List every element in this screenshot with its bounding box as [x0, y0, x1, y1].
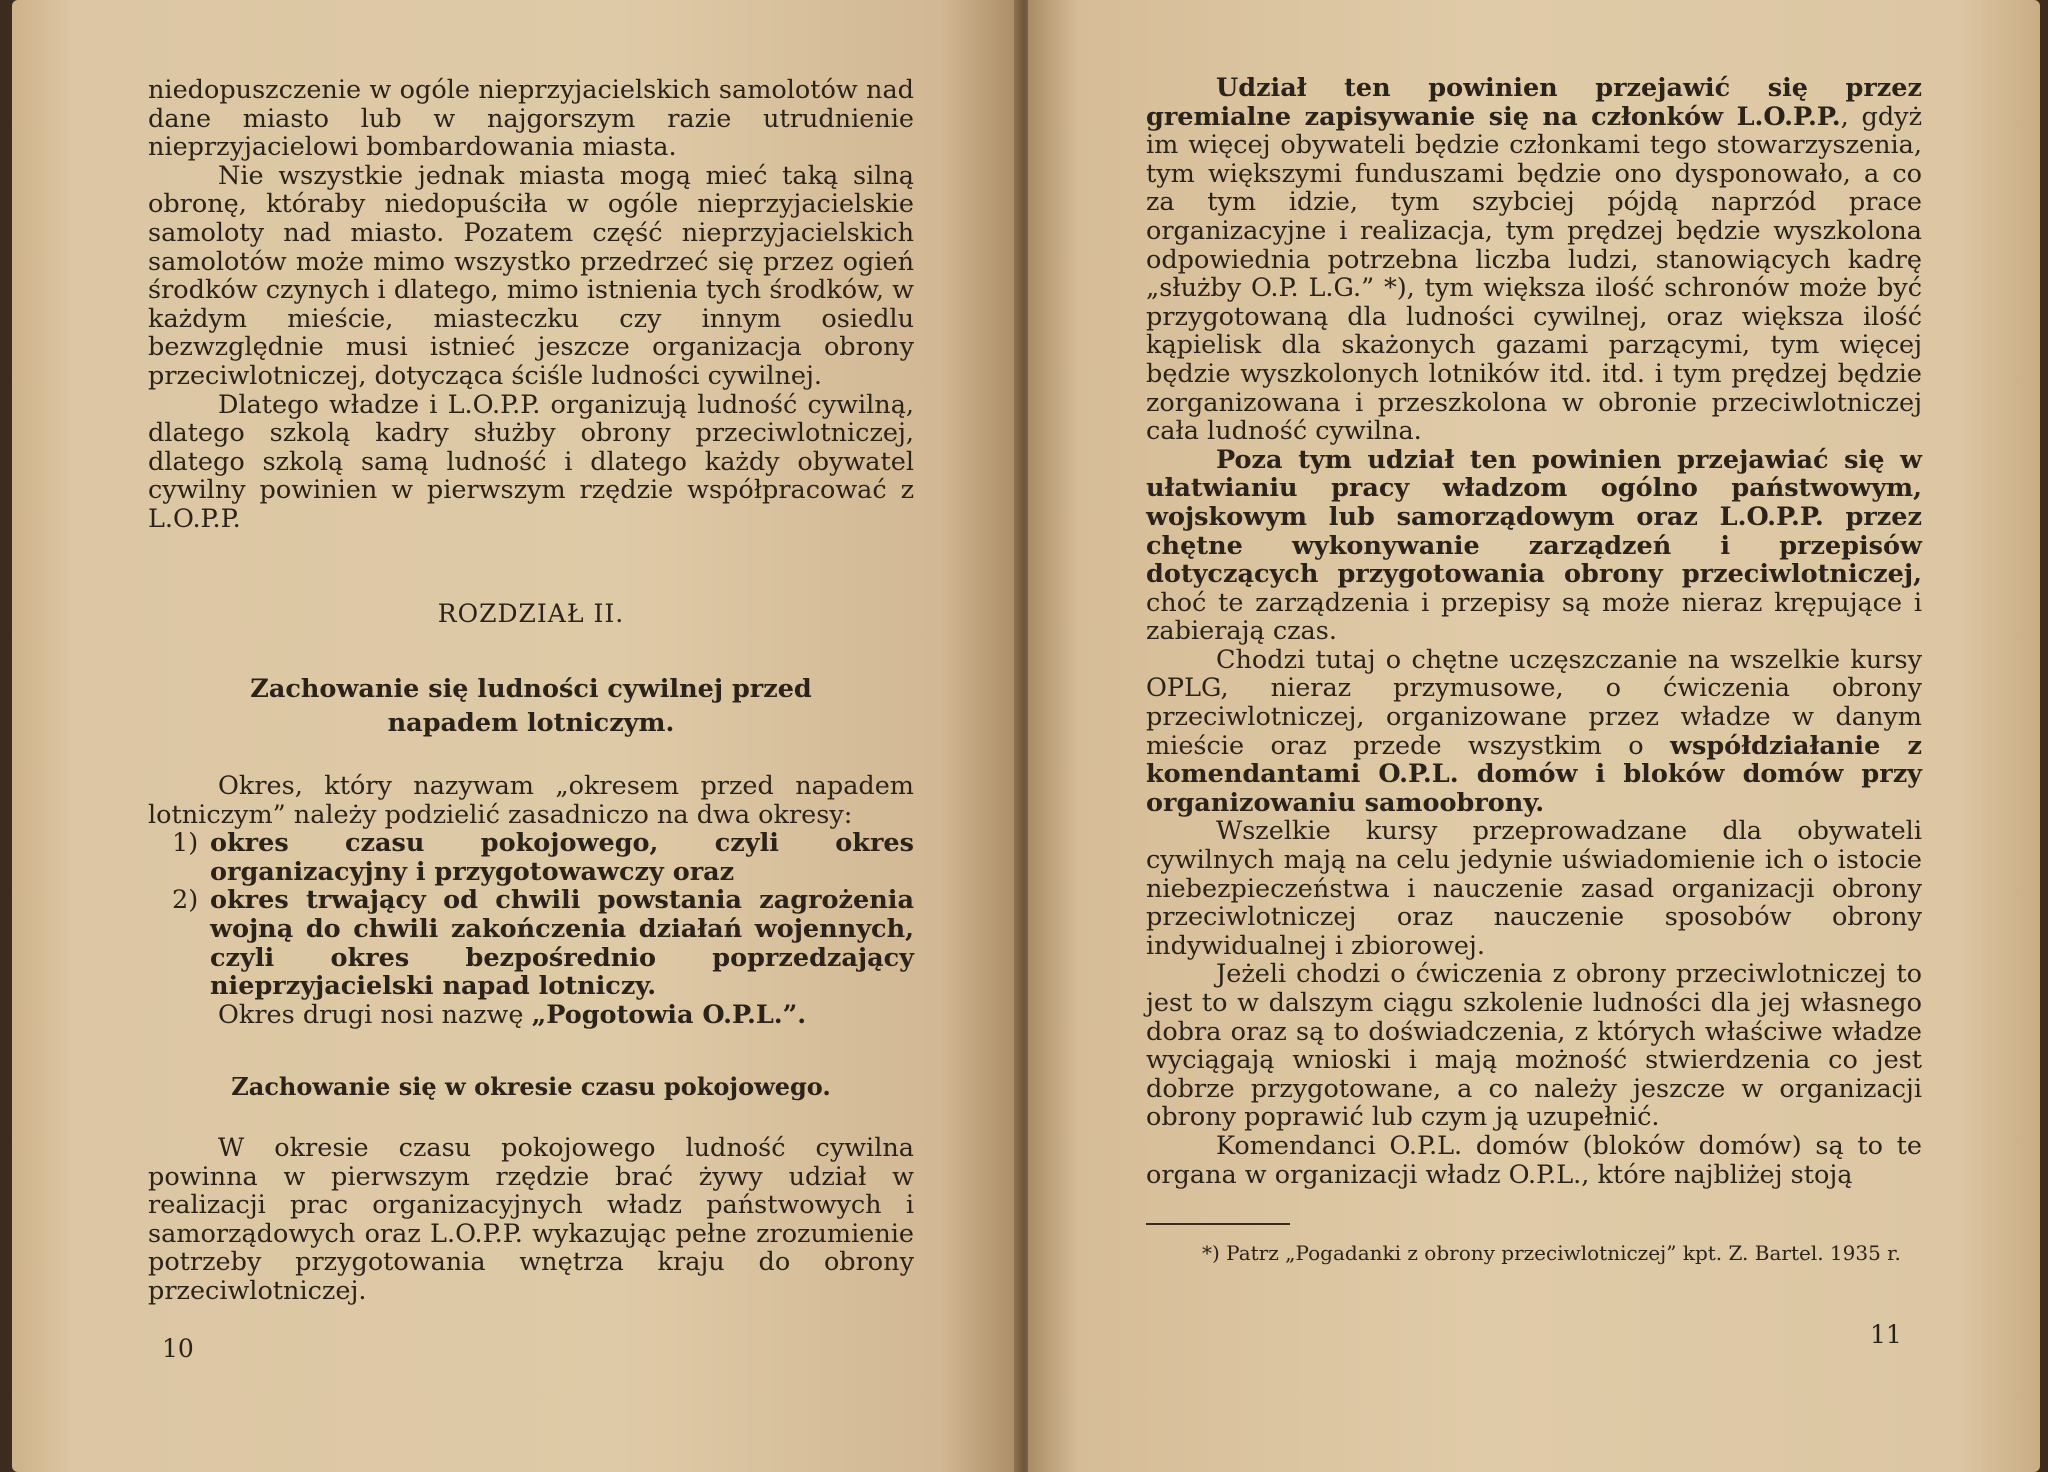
right-page-text: [1146, 74, 1922, 1267]
paragraph-text: Okres drugi nosi nazwę: [218, 999, 532, 1030]
paragraph: Jeżeli chodzi o ćwiczenia z obrony przeciwlotniczej to jest to w dalszym ciągu szkolenie ludności dla jej własnego dobra oraz są to doświadczenia, z których właściwe władze wyciągają wnioski i mają możność stwierdzenia co jest dobrze przygotowane, a co należy jeszcze w organizacji obrony poprawić lub czym ją uzupełnić.: [1146, 959, 1922, 1133]
paragraph-text: , gdyż im więcej obywateli będzie członkami tego stowarzyszenia, tym większymi funduszami będzie ono dysponowało, a co za tym idzie, tym szybciej pójdą naprzód prace organizacyjne i realizacja, tym prędzej będzie wyszkolona odpowiednia potrzebna liczba ludzi, stanowiących kadrę „służby O.P. L.G.” *), tym większa ilość schronów może być przygotowaną dla ludności cywilnej, oraz większa ilość kąpielisk dla skażonych gazami parzącymi, tym więcej będzie wyszkolonych lotników itd. itd. i tym prędzej będzie zorganizowana i przeszkolona w obronie przeciwlotniczej cała ludność cywilna.: [1146, 101, 1922, 447]
list-item-text: okres czasu pokojowego, czyli okres organizacyjny i przygotowawczy oraz: [210, 828, 914, 887]
footnote: *) Patrz „Pogadanki z obrony przeciwlotniczej” kpt. Z. Bartel. 1935 r.: [1202, 1241, 1901, 1266]
paragraph: Dlatego władze i L.O.P.P. organizują ludność cywilną, dlatego szkolą kadry służby obrony przeciwlotniczej, dlatego szkolą samą ludność i dlatego każdy obywatel cywilny powinien w pierwszym rzędzie współpracować z L.O.P.P.: [148, 389, 914, 534]
paragraph: Wszelkie kursy przeprowadzane dla obywateli cywilnych mają na celu jedynie uświadomienie ich o istocie niebezpieczeństwa i nauczenie zasad organizacji obrony przeciwlotniczej oraz nauczenie sposobów obrony indywidualnej i zbiorowej.: [1146, 816, 1922, 961]
right-page: [1028, 0, 2040, 1472]
paragraph: [1146, 446, 1922, 646]
paragraph: [148, 1001, 914, 1030]
paragraph-bold-text: „Pogotowia O.P.L.”.: [531, 999, 807, 1030]
subsection-heading: Zachowanie się w okresie czasu pokojowego.: [231, 1072, 831, 1102]
paragraph: Okres, który nazywam „okresem przed napadem lotniczym” należy podzielić zasadniczo na dwa okresy:: [148, 771, 914, 830]
paragraph: Nie wszystkie jednak miasta mogą mieć taką silną obronę, któraby niedopuściła w ogóle nieprzyjacielskie samoloty nad miasto. Pozatem część nieprzyjacielskich samolotów może mimo wszystko przedrzeć się przez ogień środków czynych i dlatego, mimo istnienia tych środków, w każdym mieście, miasteczku czy innym osiedlu bezwzględnie musi istnieć jeszcze organizacja obrony przeciwlotniczej, dotycząca ściśle ludności cywilnej.: [148, 160, 914, 391]
list-item-text: okres trwający od chwili powstania zagrożenia wojną do chwili zakończenia działań wojennych, czyli okres bezpośrednio poprzedzający nieprzyjacielski napad lotniczy.: [210, 885, 914, 1002]
left-page: [12, 0, 1020, 1472]
chapter-title: ROZDZIAŁ II.: [437, 598, 625, 628]
list-number: 2): [172, 885, 199, 916]
paragraph-text: Chodzi tutaj o chętne uczęszczanie na wszelkie kursy OPLG, nieraz przymusowe, o ćwiczenia obrony przeciwlotniczej, organizowane przez władze w danym mieście oraz przede wszystkim o: [1146, 644, 1922, 761]
left-page-text: [148, 76, 914, 1306]
paragraph: niedopuszczenie w ogóle nieprzyjacielskich samolotów nad dane miasto lub w najgorszym razie utrudnienie nieprzyjacielowi bombardowania miasta.: [148, 75, 914, 163]
section-heading: Zachowanie się ludności cywilnej przed napadem lotniczym.: [250, 674, 812, 739]
page-number: 11: [1870, 1320, 1902, 1349]
paragraph: [1146, 74, 1922, 446]
list-item: [172, 886, 914, 1000]
paragraph: Komendanci O.P.L. domów (bloków domów) są to te organa w organizacji władz O.P.L., które najbliżej stoją: [1146, 1130, 1922, 1190]
footnote-rule: [1146, 1223, 1290, 1225]
paragraph-bold-text: Poza tym udział ten powinien przejawiać się w ułatwianiu pracy władzom ogólno państwowym, wojskowym lub samorządowym oraz L.O.P.P. przez chętne wykonywanie zarządzeń i przepisów dotyczących przygotowania obrony przeciwlotniczej,: [1146, 444, 1922, 590]
paragraph: [1146, 646, 1922, 818]
paragraph-bold-text: Udział ten powinien przejawić się przez gremialne zapisywanie się na członków L.O.P.P.: [1146, 73, 1922, 132]
page-number: 10: [162, 1334, 194, 1363]
paragraph-text: choć te zarządzenia i przepisy są może nieraz krępujące i zabierają czas.: [1146, 587, 1922, 647]
paragraph-bold-text: współdziałanie z komendantami O.P.L. domów i bloków domów przy organizowaniu samoobrony.: [1146, 730, 1922, 818]
list-number: 1): [172, 828, 199, 859]
list-item: [172, 829, 914, 886]
paragraph: W okresie czasu pokojowego ludność cywilna powinna w pierwszym rzędzie brać żywy udział w realizacji prac organizacyjnych władz państwowych i samorządowych oraz L.O.P.P. wykazując pełne zrozumienie potrzeby przygotowania wnętrza kraju do obrony przeciwlotniczej.: [148, 1133, 914, 1306]
